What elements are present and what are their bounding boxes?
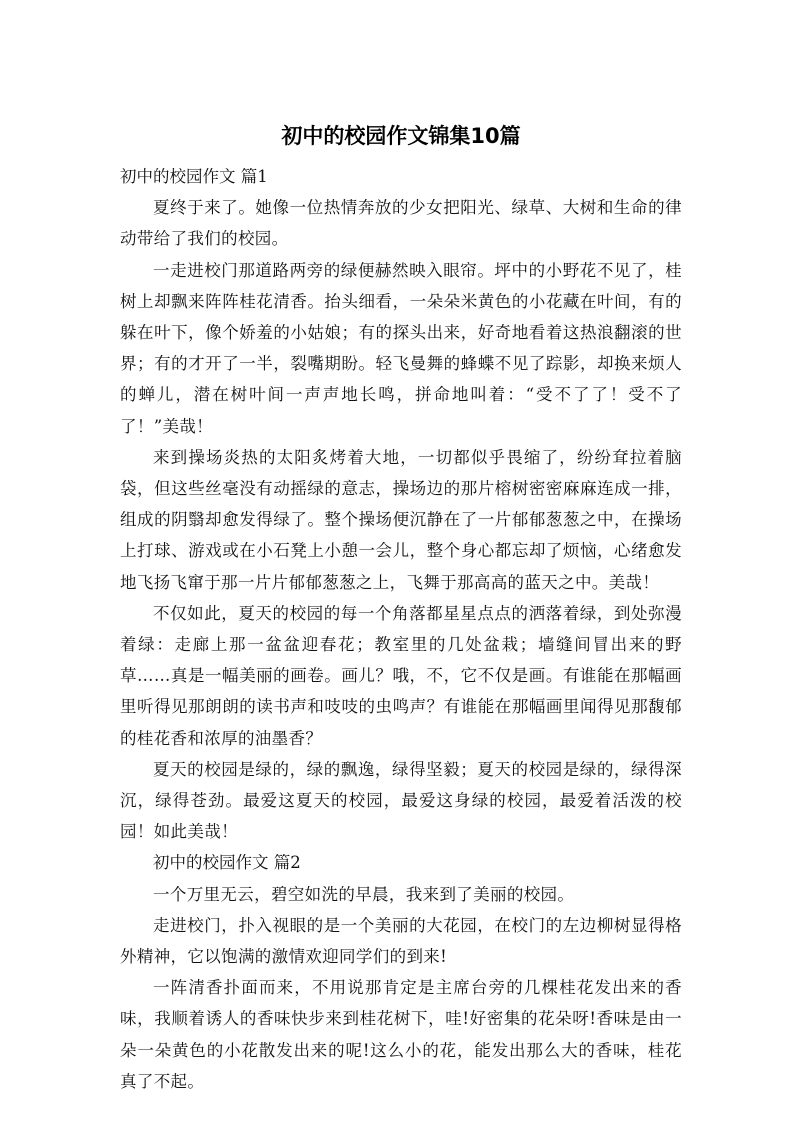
document-title: 初中的校园作文锦集10篇 [281,124,521,148]
paragraph: 来到操场炎热的太阳炙烤着大地，一切都似乎畏缩了，纷纷耷拉着脑袋，但这些丝毫没有动摇绿的意志，操场边的那片榕树密密麻麻连成一排，组成的阴翳却愈发得绿了。整个操场便沉静在了一片郁郁葱葱之中，在操场上打球、游戏或在小石凳上小憩一会儿，整个身心都忘却了烦恼，心绪愈发地飞扬飞窜于那一片片郁郁葱葱之上，飞舞于那高高的蓝天之中。美哉！ [120,447,682,592]
section-heading: 初中的校园作文 篇2 [153,853,301,873]
section-heading: 初中的校园作文 篇1 [120,167,268,186]
paragraph: 一阵清香扑面而来，不用说那肯定是主席台旁的几棵桂花发出来的香味，我顺着诱人的香味快步来到桂花树下，哇!好密集的花朵呀!香味是由一朵一朵黄色的小花散发出来的呢!这么小的花，能发出那么大的香味，桂花真了不起。 [120,978,682,1091]
paragraph: 一走进校门那道路两旁的绿便赫然映入眼帘。坪中的小野花不见了，桂树上却飘来阵阵桂花清香。抬头细看，一朵朵米黄色的小花藏在叶间，有的躲在叶下，像个娇羞的小姑娘；有的探头出来，好奇地看着这热浪翻滚的世界；有的才开了一半，裂嘴期盼。轻飞曼舞的蜂蝶不见了踪影，却换来烦人的蝉儿，潜在树叶间一声声地长鸣，拼命地叫着：“受不了了！受不了了！”美哉！ [120,260,682,436]
paragraph: 夏天的校园是绿的，绿的飘逸，绿得坚毅；夏天的校园是绿的，绿得深沉，绿得苍劲。最爱这夏天的校园，最爱这身绿的校园，最爱着活泼的校园！如此美哉！ [120,759,682,842]
essay-section-2 [120,847,682,1097]
paragraph: 一个万里无云，碧空如洗的早晨，我来到了美丽的校园。 [153,884,575,904]
essay-section-1 [120,161,682,847]
paragraph: 夏终于来了。她像一位热情奔放的少女把阳光、绿草、大树和生命的律动带给了我们的校园。 [120,198,682,249]
paragraph: 不仅如此，夏天的校园的每一个角落都星星点点的洒落着绿，到处弥漫着绿：走廊上那一盆盆迎春花；教室里的几处盆栽；墙缝间冒出来的野草……真是一幅美丽的画卷。画儿？哦，不，它不仅是画。有谁能在那幅画里听得见那朗朗的读书声和吱吱的虫鸣声？有谁能在那幅画里闻得见那馥郁的桂花香和浓厚的油墨香？ [120,603,682,748]
paragraph: 走进校门，扑入视眼的是一个美丽的大花园，在校门的左边柳树显得格外精神，它以饱满的激情欢迎同学们的到来! [120,915,682,967]
document-content [120,120,682,1097]
